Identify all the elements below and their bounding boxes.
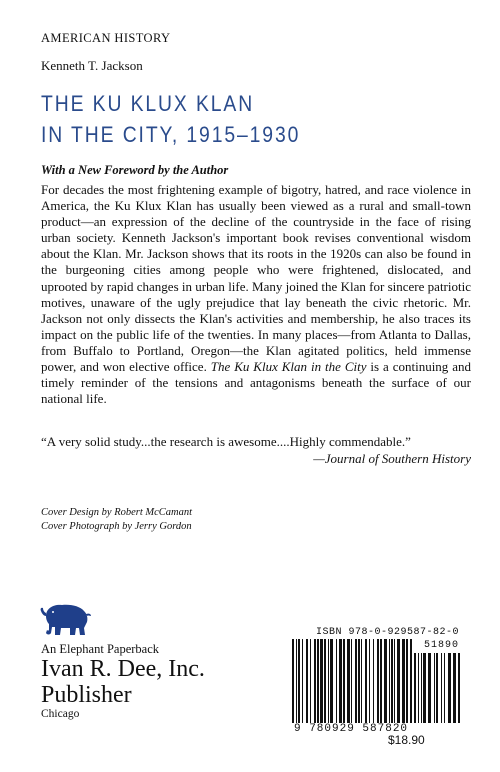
cover-credits: [41, 506, 192, 533]
book-title: [41, 88, 342, 150]
addon-barcode-bars: [414, 653, 462, 723]
category-label: AMERICAN HISTORY: [41, 31, 171, 45]
isbn-barcode: [292, 625, 464, 749]
imprint-label: An Elephant Paperback: [41, 642, 160, 656]
description-text-end: is a continuing and timely reminder of the tensions and antagonisms beneath the surface of our national life.: [41, 359, 472, 407]
title-line-1: THE KU KLUX KLAN: [41, 91, 255, 116]
barcode-bars: [292, 639, 412, 723]
book-description: [41, 182, 471, 407]
design-credit: Cover Design by Robert McCamant: [41, 507, 193, 518]
description-text: For decades the most frightening example of bigotry, hatred, and race violence in America, the Ku Klux Klan has usually been viewed as a rural and small-town product—an expression of the decline of the countryside in the face of rising urban society. Kenneth Jackson's important book revises conventional wisdom about the Klan. Mr. Jackson shows that its roots in the 1920s can also be found in the burgeoning cities among people who were frightened, dislocated, and uprooted by rapid changes in urban life. Many joined the Klan for sincere patriotic motives, unaware of the ugly prejudice that lay beneath the civic rhetoric. Mr. Jackson not only dissects the Klan's activities and membership, he also traces its impact on the public life of the twenties. In many places—from Atlanta to Dallas, from Buffalo to Portland, Oregon—the Klan agitated politics, held immense power, and won elective office.: [41, 182, 471, 375]
price-addon-number: 51890: [424, 640, 460, 651]
description-title-ref: The Ku Klux Klan in the City: [210, 359, 367, 375]
publisher-label: Publisher: [41, 682, 132, 708]
author-name: Kenneth T. Jackson: [41, 58, 143, 73]
publisher-city: Chicago: [41, 708, 80, 720]
photo-credit: Cover Photograph by Jerry Gordon: [41, 520, 192, 532]
publisher-name: Ivan R. Dee, Inc.: [41, 656, 205, 682]
review-quote: [41, 434, 471, 467]
price-label: $18.90: [388, 733, 425, 747]
elephant-icon: [40, 602, 92, 636]
quote-source: —Journal of Southern History: [313, 450, 471, 466]
ean-number: 9 780929 587820: [294, 723, 409, 735]
isbn-number: ISBN 978-0-929587-82-0: [316, 627, 460, 638]
title-line-2: IN THE CITY, 1915–1930: [41, 122, 301, 147]
quote-text: “A very solid study...the research is awesome....Highly commendable.”: [41, 434, 411, 449]
foreword-note: With a New Foreword by the Author: [41, 163, 229, 177]
